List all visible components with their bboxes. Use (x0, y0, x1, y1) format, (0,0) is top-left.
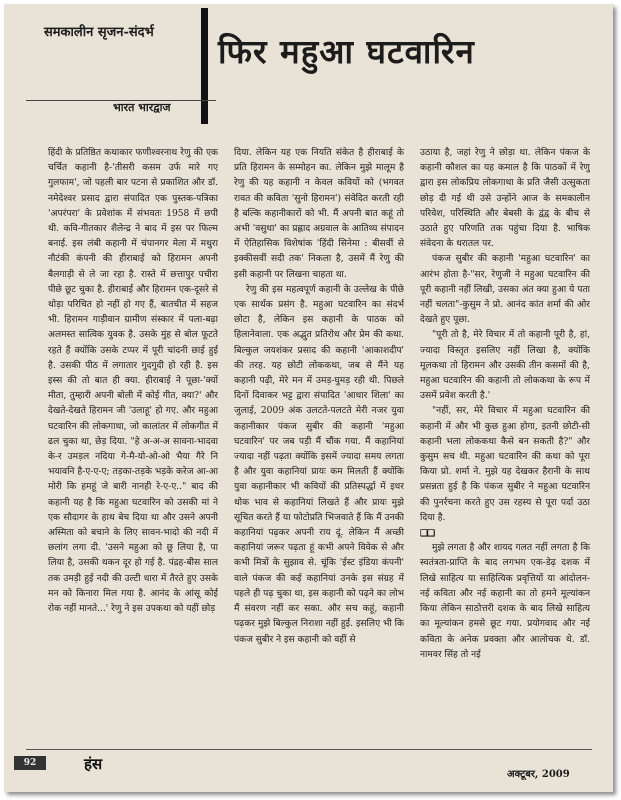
text-column-3 (420, 146, 590, 744)
page-number: 92 (14, 756, 46, 770)
text-column-2 (234, 146, 404, 744)
series-label: समकालीन सृजन-संदर्भ (44, 25, 154, 40)
section-mark: ❑❑ (420, 528, 435, 540)
paragraph: दिया. लेकिन यह एक नियति संकेत है हीराबाई के प्रति हिरामन के सम्मोहन का. लेकिन मुझे मालूम है रेणु की यह कहानी न केवल कवियों को (भगवत रावत की कविता 'सुनो हिरामन') संवेदित करती रही है बल्कि कहानीकारों को भी. मैं अपनी बात कहूं तो अभी 'वसुधा' का प्रह्लाद अग्रवाल के आतिथ्य संपादन में ऐतिहासिक विशेषांक 'हिंदी सिनेमा : बीसवीं से इक्कीसवीं सदी तक' निकला है, उसमें मैं रेणु की इसी कहानी पर लिखना चाहता था. (234, 148, 404, 280)
magazine-logo: हंस (84, 755, 103, 773)
paragraph: रेणु की इस महत्वपूर्ण कहानी के उल्लेख के पीछे एक सार्थक प्रसंग है. महुआ घटवारिन का संदर्भ छोटा है, लेकिन इस कहानी के पाठक को हिलानेवाला. एक अद्भुत प्रतिरोध और प्रेम की कथा. बिल्कुल जयशंकर प्रसाद की कहानी 'आकाशदीप' की तरह. यह छोटी लोककथा, जब से मैंने यह कहानी पढ़ी, मेरे मन में उमड़-घुमड़ रही थी. पिछले दिनों दिवाकर भट्ट द्वारा संपादित 'आधार शिला' का जुलाई, 2009 अंक उलटते-पलटते मेरी नजर युवा कहानीकार पंकज सुबीर की कहानी 'महुआ घटवारिन' पर जब पड़ी मैं चौंक गया. मैं कहानियां ज्यादा नहीं पढ़ता क्योंकि इसमें ज्यादा समय लगता है और युवा कहानियां प्रायः कम मिलती हैं क्योंकि युवा कहानीकार भी कवियों की प्रतिस्पर्द्धा में इधर थोक भाव से कहानियां लिखते हैं और प्रायः मुझे सूचित करते हैं या फोटोप्रति भिजवाते हैं कि मैं उनकी कहानियां पढ़कर अपनी राय दूं. लेकिन मैं अच्छी कहानियां जरूर पढ़ता हूं कभी अपने विवेक से और कभी मित्रों के सुझाव से. चूंकि 'ईस्ट इंडिया कंपनी' वाले पंकज की कई कहानियां उनके इस संग्रह में पहले ही पढ़ चुका था, इस कहानी को पढ़ने का लोभ मैं संवरण नहीं कर सका. और सच कहूं, कहानी पढ़कर मुझे बिल्कुल निराशा नहीं हुई. इसलिए भी कि पंकज सुबीर ने इस कहानी को वहीं से (234, 284, 404, 645)
paragraph: उठाया है, जहां रेणु ने छोड़ा था. लेकिन पंकज के कहानी कौशल का यह कमाल है कि पाठकों में रेणु द्वारा इस लोकप्रिय लोकगाथा के प्रति जैसी उत्सुकता छोड़ दी गई थी उसे उन्होंने आज के समकालीन परिवेश, परिस्थिति और बेबसी के द्वंद्व के बीच से उठाते हुए परिणति तक पहुंचा दिया है. भाषिक संवेदना के धरातल पर. (420, 148, 590, 250)
paragraph: हिंदी के प्रतिष्ठित कथाकार फणीश्वरनाथ रेणु की एक चर्चित कहानी है-'तीसरी कसम उर्फ मारे गए गुलफाम', जो पहली बार पटना से प्रकाशित और डॉ. नमेदेश्वर प्रसाद द्वारा संपादित एक पुस्तक-पत्रिका 'अपरंपरा' के प्रवेशांक में संभवतः 1958 में छपी थी. कवि-गीतकार शैलेन्द्र ने बाद में इस पर फिल्म बनाई. इस लंबी कहानी में चंपानगर मेला में मथुरा नौटंकी कंपनी की हीराबाई को हिरामन अपनी बैलगाड़ी से ले जा रहा है. रास्ते में छत्तापुर पचीरा पीछे छूट चुका है. हीराबाई और हिरामन एक-दूसरे से थोड़ा परिचित हो नहीं हो गए हैं, बातचीत में सहज भी. हिरामन गाड़ीवान ग्रामीण संस्कार में पला-बढ़ा अलमस्त सात्विक युवक है. उसके मुंह से बोल फूटते रहते हैं क्योंकि उसके टप्पर में पूरी चांदनी छाई हुई है. उसकी पीठ में लगातार गुदगुदी हो रही है. इस इस्स की तो बात ही क्या. हीराबाई ने पूछा-'क्यों मीता, तुम्हारी अपनी बोली में कोई गीत, क्या?' और देखते-देखते हिरामन जी 'उलाहू' हो गए. और महुआ घटवारिन की लोकगाथा, जो कालांतर में लोकगीत में ढल चुका था, छेड़ दिया. "हे अ-अ-अ सावना-भादवा के-र उमड़ल नदिया गे-मै-यो-ओ-ओ भैया गैरे नि भयावनि है-ए-ए-ए; तड़का-तड़के भड़के करेज आ-आ मोरी कि हमहूं जे बारी नानही रे-ए-ए.." बाद की कहानी यह है कि महुआ घटवारिन को उसकी मां ने एक सौदागर के हाथ बेच दिया था और उसने अपनी अस्मिता को बचाने के लिए सावन-भादो की नदी में छलांग लगा दी. 'उसने महुआ को छू लिया है, पा लिया है, उसकी थकन दूर हो गई है. पंद्रह-बीस साल तक उमड़ी हुई नदी की उल्टी धारा में तैरते हुए उसके मन को किनारा मिल गया है. आनंद के आंसू कोई रोक नहीं मानते...' रेणु ने इस उपकथा को यहीं छोड़ (48, 148, 218, 615)
paragraph: पंकज सुबीर की कहानी 'महुआ घटवारिन' का आरंभ होता है-"सर, रेणुजी ने महुआ घटवारिन की पूरी कहानी नहीं लिखी, उसका अंत क्या हुआ ये पता नहीं चलता"-कुसुम ने प्रो. आनंद कांत शर्मा की ओर देखते हुए पूछा. (420, 254, 590, 326)
article-title: फिर महुआ घटवारिन (218, 32, 475, 71)
text-column-1 (48, 146, 218, 744)
paragraph: "नहीं, सर, मेरे विचार में महुआ घटवारिन की कहानी में और भी कुछ हुआ होगा, इतनी छोटी-सी कहानी भला लोककथा कैसे बन सकती है?" और कुसुम सच थी. महुआ घटवारिन की कथा को पूरा किया प्रो. शर्मा ने. मुझे यह देखकर हैरानी के साथ प्रसन्नता हुई है कि पंकज सुबीर ने महुआ घटवारिन की पुनर्रचना करते हुए उस रहस्य से पूरा पर्दा उठा दिया है. (420, 406, 590, 523)
magazine-page (4, 4, 613, 792)
footer-rule (26, 749, 592, 750)
author-name: भारत भारद्वाज (113, 101, 171, 114)
title-divider (201, 8, 208, 124)
paragraph: "पूरी तो है, मेरे विचार में तो कहानी पूरी है, हां, ज्यादा विस्तृत इसलिए नहीं लिखा है, क्योंकि मूलकथा तो हिरामन और उसकी तीन कसमों की है, महुआ घटवारिन की कहानी तो लोककथा के रूप में उसमें प्रवेश करती है.' (420, 330, 590, 402)
paragraph: मुझे लगता है और शायद गलत नहीं लगता है कि स्वतंत्रता-प्राप्ति के बाद लगभग एक-डेढ़ दशक में लिखे साहित्य या साहित्यिक प्रवृत्तियों या आंदोलन-नई कविता और नई कहानी का तो हमने मूल्यांकन किया लेकिन साठोत्तरी दशक के बाद लिखे साहित्य का मूल्यांकन हमसे छूट गया. प्रयोगवाद और नई कविता के अनेक प्रवक्ता और आलोचक थे. डॉ. नामवर सिंह तो नई (420, 543, 590, 660)
issue-date: अक्टूबर, 2009 (507, 769, 570, 780)
